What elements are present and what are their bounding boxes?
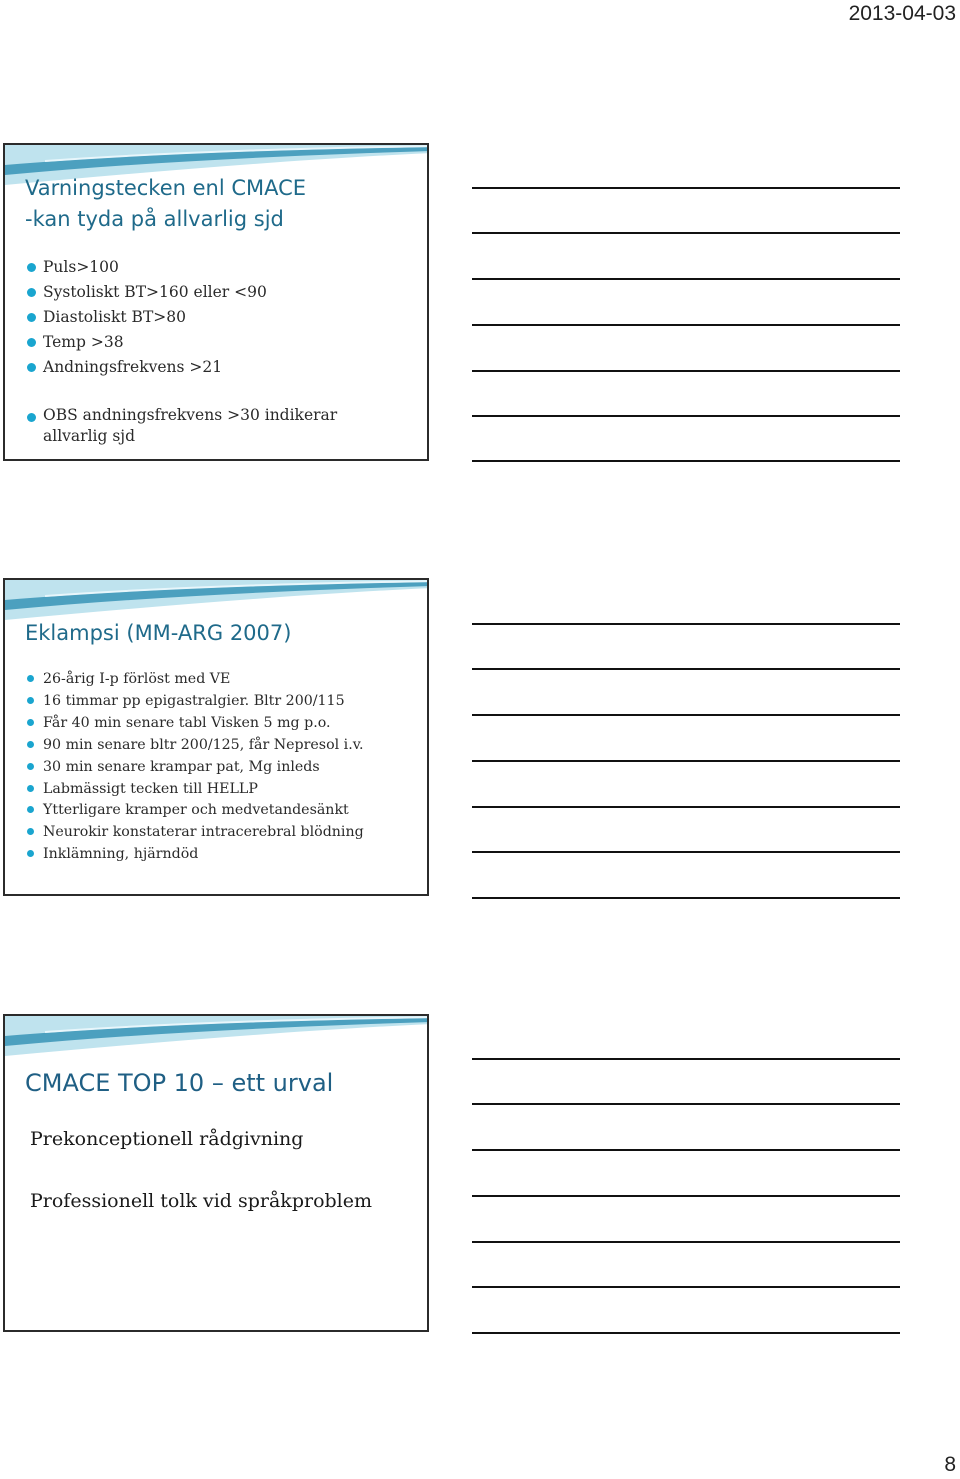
list-item: Temp >38 [27,330,337,355]
list-item: 90 min senare bltr 200/125, får Nepresol i.v. [27,735,364,757]
notes-line [472,370,900,372]
slide-title: Varningstecken enl CMACE -kan tyda på allvarlig sjd [25,176,307,231]
notes-line [472,324,900,326]
list-item-note: OBS andningsfrekvens >30 indikerar allvarlig sjd [27,405,337,447]
list-item: Diastoliskt BT>80 [27,305,337,330]
list-item: 30 min senare krampar pat, Mg inleds [27,757,364,779]
list-item: Puls>100 [27,255,337,280]
list-item: Inklämning, hjärndöd [27,844,364,866]
slide-title: CMACE TOP 10 – ett urval [25,1069,334,1097]
slide-3 [3,1014,429,1332]
notes-line [472,278,900,280]
notes-line [472,1149,900,1151]
notes-line [472,760,900,762]
notes-line [472,1286,900,1288]
notes-line [472,714,900,716]
slide-title: Eklampsi (MM-ARG 2007) [25,621,292,645]
list-item: Labmässigt tecken till HELLP [27,779,364,801]
vital-signs-list [27,255,337,447]
list-item: Ytterligare kramper och medvetandesänkt [27,800,364,822]
slide-item: Prekonceptionell rådgivning [30,1128,304,1150]
notes-line [472,1332,900,1334]
notes-line [472,1241,900,1243]
notes-line [472,1103,900,1105]
notes-line [472,897,900,899]
notes-line [472,460,900,462]
list-item: Får 40 min senare tabl Visken 5 mg p.o. [27,713,364,735]
notes-line [472,1058,900,1060]
notes-line [472,1195,900,1197]
list-item: Andningsfrekvens >21 [27,355,337,380]
list-item: 16 timmar pp epigastralgier. Bltr 200/115 [27,691,364,713]
slide-2 [3,578,429,896]
notes-line [472,187,900,189]
notes-line [472,232,900,234]
notes-line [472,806,900,808]
list-item: Neurokir konstaterar intracerebral blödning [27,822,364,844]
notes-line [472,415,900,417]
print-date: 2013-04-03 [848,2,956,25]
page-number: 8 [944,1453,956,1476]
slide-item: Professionell tolk vid språkproblem [30,1190,373,1212]
notes-line [472,668,900,670]
notes-line [472,623,900,625]
notes-line [472,851,900,853]
case-timeline-list [27,669,364,866]
list-item: Systoliskt BT>160 eller <90 [27,280,337,305]
slide-1 [3,143,429,461]
list-item: 26-årig I-p förlöst med VE [27,669,364,691]
